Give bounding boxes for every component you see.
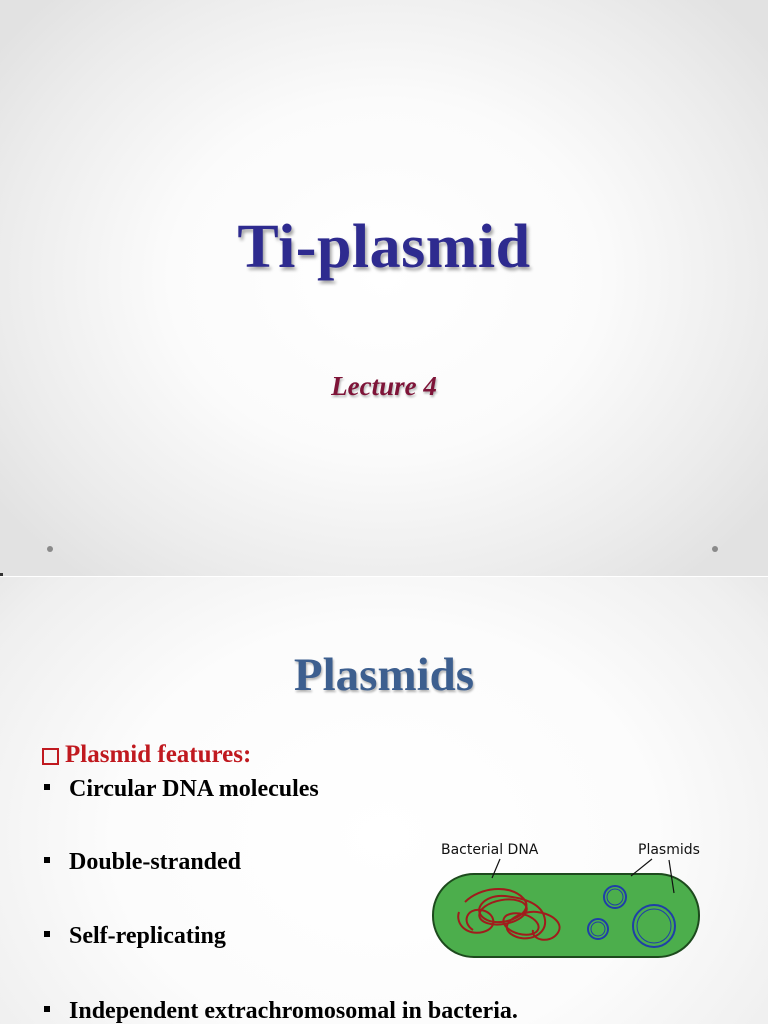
square-bullet-icon	[44, 1006, 50, 1012]
features-heading	[42, 741, 251, 769]
square-bullet-icon	[44, 784, 50, 790]
list-item: Circular DNA molecules	[44, 776, 319, 803]
list-item: Double-stranded	[44, 849, 241, 876]
bacterial-dna-label: Bacterial DNA	[441, 842, 539, 858]
bacterium-diagram	[425, 832, 725, 972]
slide-2-title: Plasmids	[293, 649, 475, 701]
slide-1-title: Ti-plasmid	[237, 213, 531, 281]
checkbox-icon	[42, 748, 59, 765]
plasmids-label: Plasmids	[638, 842, 700, 858]
slide-2	[0, 577, 768, 1024]
list-item: Independent extrachromosomal in bacteria.	[44, 998, 518, 1024]
bacterial-cell-icon	[433, 874, 699, 957]
square-bullet-icon	[44, 857, 50, 863]
right-decor-dot	[712, 546, 718, 552]
left-decor-dot	[47, 546, 53, 552]
square-bullet-icon	[44, 931, 50, 937]
list-item: Self-replicating	[44, 923, 226, 950]
slide-1-subtitle: Lecture 4	[331, 371, 437, 401]
features-heading-text: Plasmid features:	[65, 741, 252, 768]
